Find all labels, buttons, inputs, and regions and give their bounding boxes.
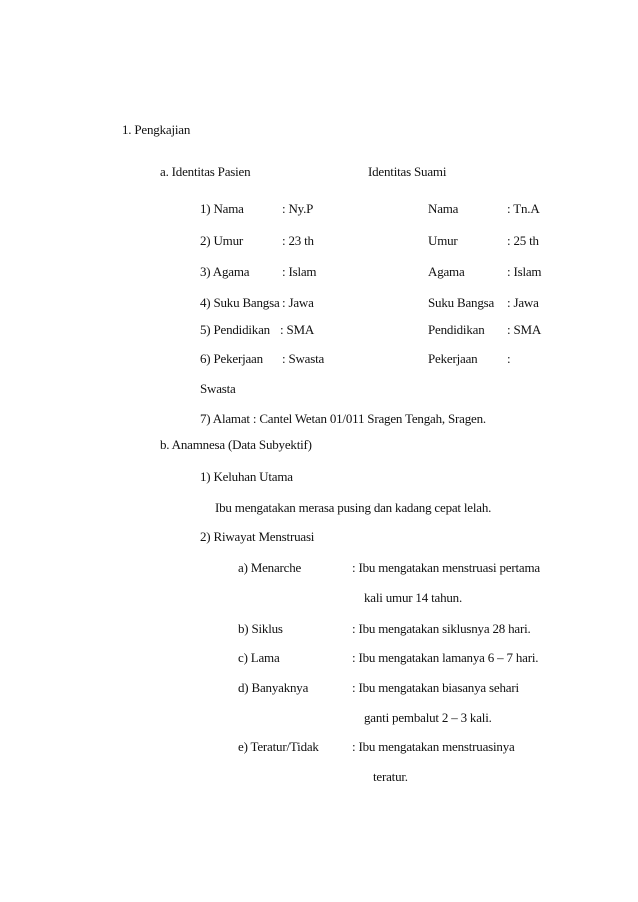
menstruasi-text-lama: : Ibu mengatakan lamanya 6 – 7 hari. [352, 650, 539, 665]
menstruasi-text-menarche-cont: kali umur 14 tahun. [364, 590, 463, 605]
pasien-label-agama: 3) Agama [200, 264, 250, 279]
menstruasi-label-banyaknya: d) Banyaknya [238, 680, 309, 695]
suami-value-agama: : Islam [507, 264, 542, 279]
anamnesa-heading: b. Anamnesa (Data Subyektif) [160, 437, 312, 452]
menstruasi-text-teratur-cont: teratur. [373, 769, 408, 784]
menstruasi-label-lama: c) Lama [238, 650, 280, 665]
menstruasi-label-siklus: b) Siklus [238, 621, 283, 636]
menstruasi-label-menarche: a) Menarche [238, 560, 302, 575]
menstruasi-text-siklus: : Ibu mengatakan siklusnya 28 hari. [352, 621, 531, 636]
pasien-value-umur: : 23 th [282, 233, 314, 248]
suami-label-nama: Nama [428, 201, 459, 216]
pasien-value-pendidikan: : SMA [280, 322, 315, 337]
pekerjaan-suami-wrap: Swasta [200, 381, 236, 396]
pasien-label-pendidikan: 5) Pendidikan [200, 322, 270, 337]
suami-label-agama: Agama [428, 264, 465, 279]
suami-value-umur: : 25 th [507, 233, 539, 248]
pasien-value-pekerjaan: : Swasta [282, 351, 325, 366]
suami-value-pekerjaan: : [507, 351, 511, 366]
menstruasi-label-teratur: e) Teratur/Tidak [238, 739, 319, 754]
menstruasi-text-menarche: : Ibu mengatakan menstruasi pertama [352, 560, 540, 575]
keluhan-heading: 1) Keluhan Utama [200, 469, 293, 484]
pasien-value-suku: : Jawa [282, 295, 314, 310]
pasien-label-umur: 2) Umur [200, 233, 244, 248]
identitas-pasien-heading: a. Identitas Pasien [160, 164, 251, 179]
identitas-suami-heading: Identitas Suami [368, 164, 447, 179]
menstruasi-text-banyaknya-cont: ganti pembalut 2 – 3 kali. [364, 710, 492, 725]
menstruasi-text-banyaknya: : Ibu mengatakan biasanya sehari [352, 680, 519, 695]
pasien-value-nama: : Ny.P [282, 201, 314, 216]
pasien-label-nama: 1) Nama [200, 201, 244, 216]
pasien-label-suku: 4) Suku Bangsa [200, 295, 280, 310]
section-title: 1. Pengkajian [122, 122, 191, 137]
suami-label-umur: Umur [428, 233, 458, 248]
menstruasi-text-teratur: : Ibu mengatakan menstruasinya [352, 739, 515, 754]
suami-value-pendidikan: : SMA [507, 322, 542, 337]
suami-value-nama: : Tn.A [507, 201, 540, 216]
pasien-label-pekerjaan: 6) Pekerjaan [200, 351, 263, 366]
keluhan-text: Ibu mengatakan merasa pusing dan kadang cepat lelah. [215, 500, 492, 515]
alamat-line: 7) Alamat : Cantel Wetan 01/011 Sragen Tengah, Sragen. [200, 411, 486, 426]
menstruasi-heading: 2) Riwayat Menstruasi [200, 529, 315, 544]
suami-label-pekerjaan: Pekerjaan [428, 351, 478, 366]
suami-label-pendidikan: Pendidikan [428, 322, 485, 337]
suami-value-suku: : Jawa [507, 295, 539, 310]
pasien-value-agama: : Islam [282, 264, 317, 279]
suami-label-suku: Suku Bangsa [428, 295, 495, 310]
